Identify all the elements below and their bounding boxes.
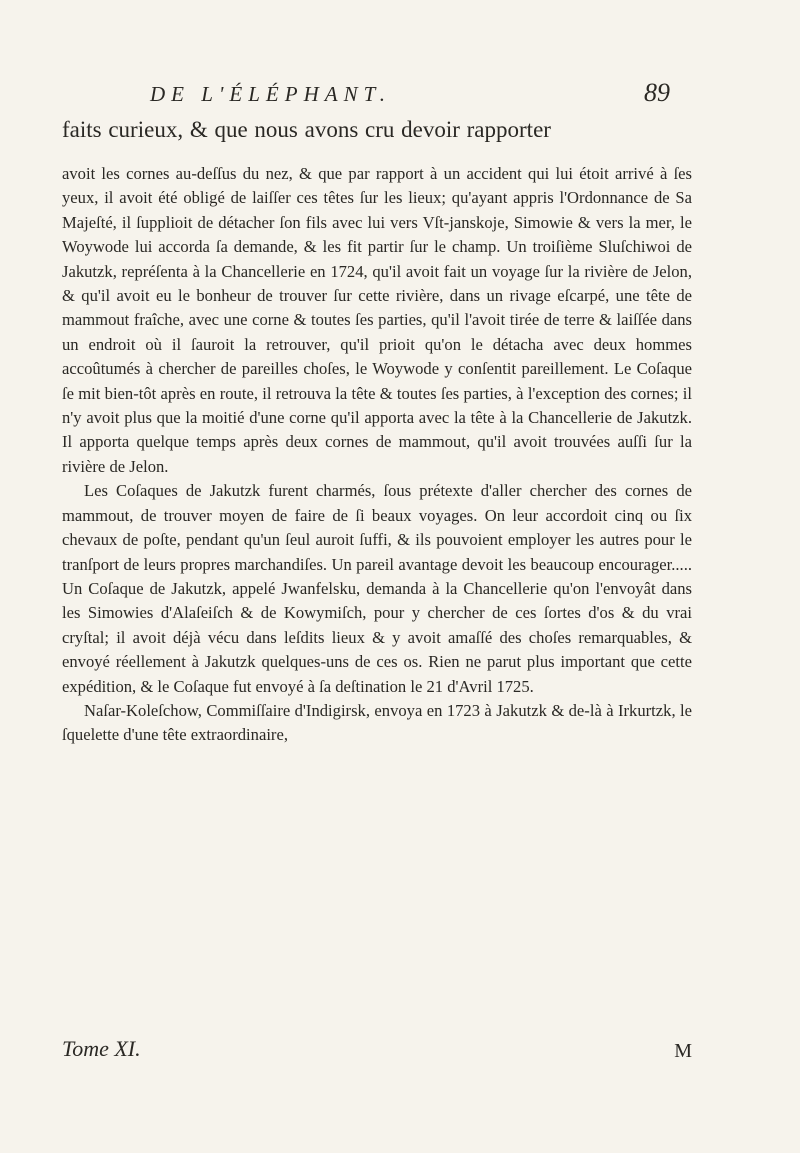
running-head bbox=[150, 78, 670, 112]
body-text bbox=[62, 162, 692, 748]
paragraph-2: Les Coſaques de Jakutzk furent charmés, ſous prétexte d'aller chercher des cornes de mammout, de trouver moyen de faire de ſi beaux voyages. On leur accordoit cinq ou ſix chevaux de poſte, pendant qu'un ſeul auroit ſuffi, & ils pouvoient employer les autres pour le tranſport de leurs propres marchandiſes. Un pareil avantage devoit les beaucoup encourager..... Un Coſaque de Jakutzk, appelé Jwanfelsku, demanda à la Chancellerie qu'on l'envoyât dans les Simowies d'Alaſeiſch & de Kowymiſch, pour y chercher de ces ſortes d'os & du vrai cryſtal; il avoit déjà vécu dans leſdits lieux & y avoit amaſſé des choſes remarquables, & envoyé réellement à Jakutzk quelques-uns de ces os. Rien ne parut plus important que cette expédition, & le Coſaque fut envoyé à ſa deſtination le 21 d'Avril 1725. bbox=[62, 481, 692, 696]
page-footer bbox=[62, 1036, 692, 1066]
volume-label: Tome XI. bbox=[62, 1036, 141, 1061]
paragraph-3: Naſar-Koleſchow, Commiſſaire d'Indigirsk, envoya en 1723 à Jakutzk & de-là à Irkurtzk, le ſquelette d'une tête extraordinaire, bbox=[62, 700, 692, 745]
catchword-line: faits curieux, & que nous avons cru devoir rapporter bbox=[62, 117, 551, 142]
running-head-title: DE L'ÉLÉPHANT. bbox=[150, 82, 391, 106]
signature-mark: M bbox=[674, 1040, 692, 1062]
page-number: 89 bbox=[644, 78, 670, 107]
paragraph-1: avoit les cornes au-deſſus du nez, & que par rapport à un accident qui lui étoit arrivé à ſes yeux, il avoit été obligé de laiſſer ces têtes ſur les lieux; qu'ayant appris l'Ordonnance de Sa Majeſté, il ſupplioit de détacher ſon fils avec lui vers Vſt-janskoje, Simowie & vers la mer, le Woywode lui accorda ſa demande, & les fit partir ſur le champ. Un troiſième Sluſchiwoi de Jakutzk, repréſenta à la Chancellerie en 1724, qu'il avoit fait un voyage ſur la rivière de Jelon, & qu'il avoit eu le bonheur de trouver ſur cette rivière, dans un rivage eſcarpé, une tête de mammout fraîche, avec une corne & toutes ſes parties, qu'il l'avoit tirée de terre & laiſſée dans un endroit où il ſauroit la retrouver, qu'il prioit qu'on le détacha avec deux hommes accoûtumés à chercher de pareilles choſes, le Woywode y conſentit pareillement. Le Coſaque ſe mit bien-tôt après en route, il retrouva la tête & toutes ſes parties, à l'exception des cornes; il n'y avoit plus que la moitié d'une corne qu'il apporta avec la tête à la Chancellerie de Jakutzk. Il apporta quelque temps après deux cornes de mammout, qu'il avoit trouvées auſſi ſur la rivière de Jelon. bbox=[62, 164, 692, 476]
